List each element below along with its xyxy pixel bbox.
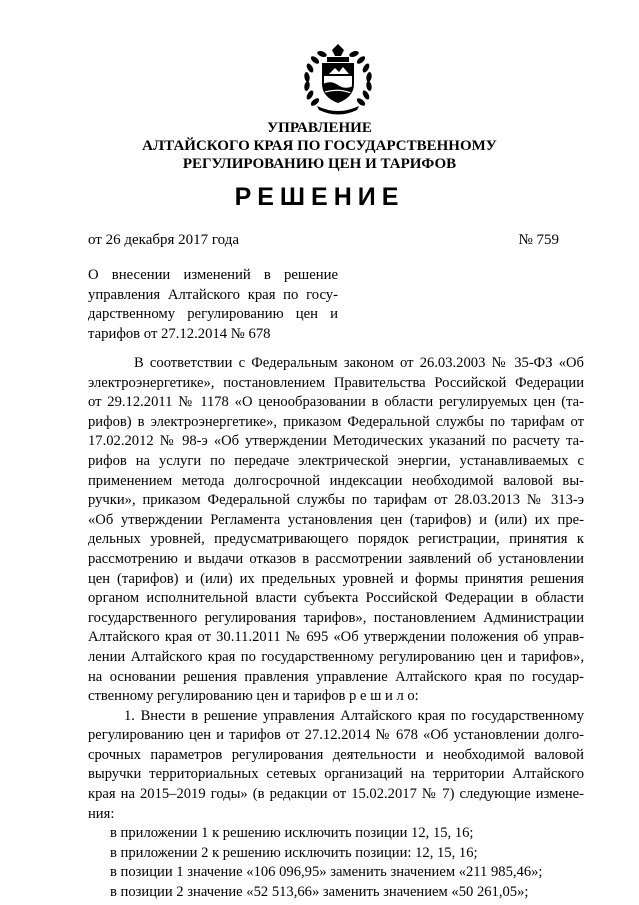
body-line: в позиции 1 значение «106 096,95» заменить значением «211 985,46»; (110, 864, 543, 881)
body-line: Алтайского края от 30.11.2011 № 695 «Об утверждении положения об управ- (88, 629, 584, 646)
organization-line-2: АЛТАЙСКОГО КРАЯ ПО ГОСУДАРСТВЕННОМУ (142, 138, 497, 154)
body-line: электроэнергетике», постановлением Правительства Российской Федерации (88, 374, 584, 391)
body-line: регулированию цен и тарифов от 27.12.2014 № 678 «Об установлении долго- (88, 727, 584, 744)
subject-line: дарственному регулированию цен и (88, 306, 338, 323)
organization-line-1: УПРАВЛЕНИЕ (267, 120, 372, 136)
body-line: рифов на услуги по передаче электрической энергии, устанавливаемых с (88, 452, 584, 469)
body-line: в приложении 1 к решению исключить позиции 12, 15, 16; (110, 825, 474, 842)
document-body (88, 354, 584, 903)
body-line: края на 2015–2019 годы» (в редакции от 15.02.2017 № 7) следующие измене- (88, 786, 584, 803)
body-line: органом исполнительной власти субъекта Российской Федерации в области (88, 590, 584, 607)
body-line: цен (тарифов) и (или) их предельных уровней и формы принятия решения (88, 570, 584, 587)
body-line: на основании решения правления управление Алтайского края по государ- (88, 668, 584, 685)
body-line: «Об утверждении Регламента установления цен (тарифов) и (или) их пре- (88, 511, 584, 528)
body-line: 17.02.2012 № 98-э «Об утверждении Методических указаний по расчету та- (88, 433, 584, 450)
body-line: от 29.12.2011 № 1178 «О ценообразовании в области регулируемых цен (та- (88, 394, 584, 411)
organization-line-3: РЕГУЛИРОВАНИЮ ЦЕН И ТАРИФОВ (182, 156, 457, 172)
body-line: 1. Внести в решение управления Алтайского края по государственному (124, 707, 584, 724)
body-line: лении Алтайского края по государственному регулированию цен и тарифов», (88, 648, 584, 665)
subject-line: О внесении изменений в решение (88, 267, 338, 283)
body-line: рассмотрению и выдачи отказов в рассмотрении заявлений об установлении (88, 550, 584, 567)
subject-line: тарифов от 27.12.2014 № 678 (88, 325, 271, 342)
body-line: в позиции 2 значение «52 513,66» заменить значением «50 261,05»; (110, 884, 529, 901)
document-date: от 26 декабря 2017 года (88, 232, 240, 248)
body-line: применением метода долгосрочной индексации необходимой валовой вы- (88, 472, 584, 489)
body-line: рифов) в электроэнергетике», приказом Федеральной службы по тарифам от (88, 413, 584, 430)
coat-of-arms-emblem (299, 40, 377, 118)
document-subject (88, 266, 338, 344)
body-line: В соответствии с Федеральным законом от 26.03.2003 № 35-ФЗ «Об (134, 355, 584, 371)
subject-line: управления Алтайского края по госу- (88, 286, 338, 303)
body-line: в приложении 2 к решению исключить позиции: 12, 15, 16; (110, 844, 478, 861)
body-line: ственному регулированию цен и тарифов р е ш и л о: (88, 688, 419, 705)
body-line: выручки территориальных сетевых организаций на территории Алтайского (88, 766, 584, 783)
body-line: дельных уровней, предусматривающего порядок регистрации, принятия к (88, 531, 584, 548)
document-number: № 759 (518, 232, 559, 248)
body-line: государственного регулирования тарифов», постановлением Администрации (88, 609, 584, 626)
body-line: ручки», приказом Федеральной службы по тарифам от 28.03.2013 № 313-э (88, 492, 584, 509)
document-type-title: РЕШЕНИЕ (234, 183, 405, 211)
body-line: срочных параметров регулирования деятельности и необходимой валовой (88, 746, 584, 763)
body-line: ния: (88, 805, 115, 822)
